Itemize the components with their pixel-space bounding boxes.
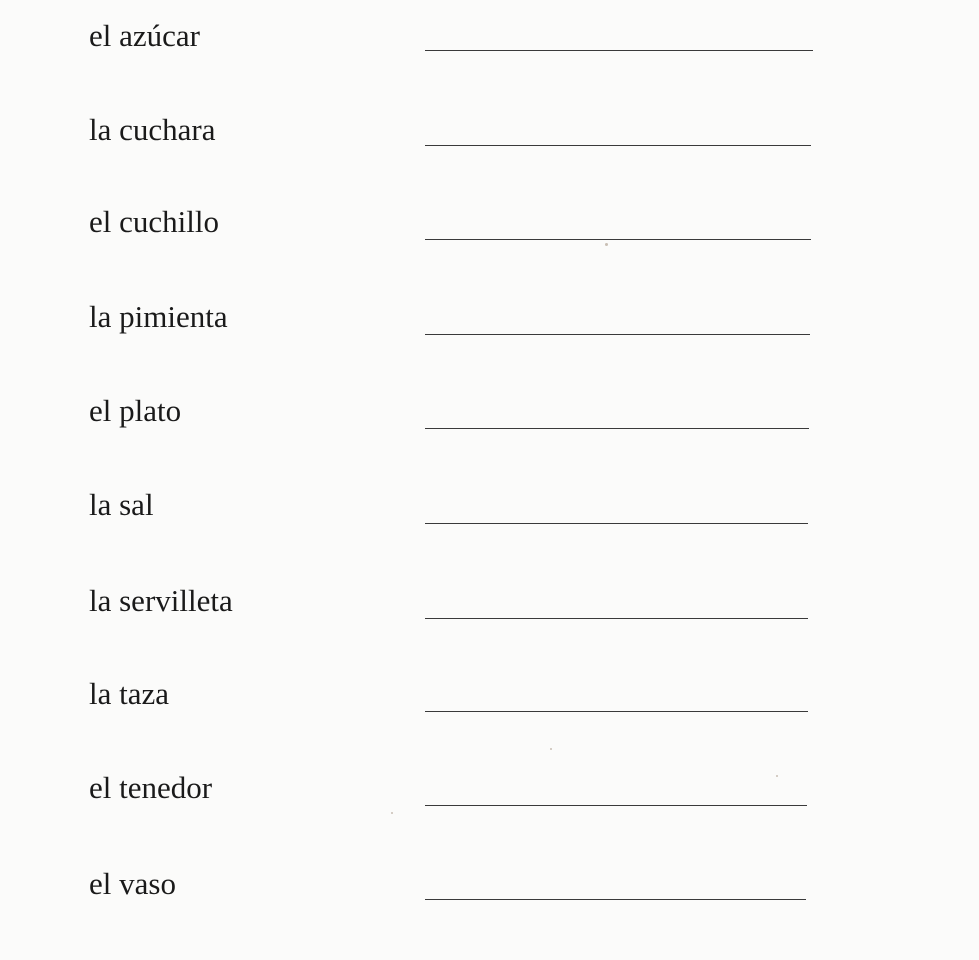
vocab-term: la pimienta [89, 299, 228, 334]
answer-blank-line[interactable] [425, 523, 808, 524]
vocab-row [0, 204, 979, 298]
vocab-term: el azúcar [89, 18, 200, 53]
answer-blank-line[interactable] [425, 805, 807, 806]
vocab-row [0, 770, 979, 864]
vocab-row [0, 487, 979, 581]
answer-blank-line[interactable] [425, 239, 811, 240]
vocab-row [0, 18, 979, 112]
vocab-term: la servilleta [89, 583, 233, 618]
vocab-row [0, 866, 979, 960]
answer-blank-line[interactable] [425, 334, 810, 335]
vocab-row [0, 112, 979, 206]
answer-blank-line[interactable] [425, 711, 808, 712]
answer-blank-line[interactable] [425, 899, 806, 900]
vocab-term: el tenedor [89, 770, 213, 805]
paper-speck [776, 775, 778, 777]
answer-blank-line[interactable] [425, 428, 809, 429]
paper-speck [550, 748, 552, 750]
vocab-term: el plato [89, 393, 182, 428]
vocab-row [0, 583, 979, 677]
vocab-term: la cuchara [89, 112, 216, 147]
vocab-row [0, 299, 979, 393]
vocab-term: el vaso [89, 866, 176, 901]
vocab-term: la sal [89, 487, 154, 522]
answer-blank-line[interactable] [425, 145, 811, 146]
answer-blank-line[interactable] [425, 50, 813, 51]
vocab-term: el cuchillo [89, 204, 219, 239]
vocab-term: la taza [89, 676, 170, 711]
paper-speck [605, 243, 608, 246]
answer-blank-line[interactable] [425, 618, 808, 619]
vocab-row [0, 393, 979, 487]
paper-speck [391, 812, 393, 814]
vocab-row [0, 676, 979, 770]
